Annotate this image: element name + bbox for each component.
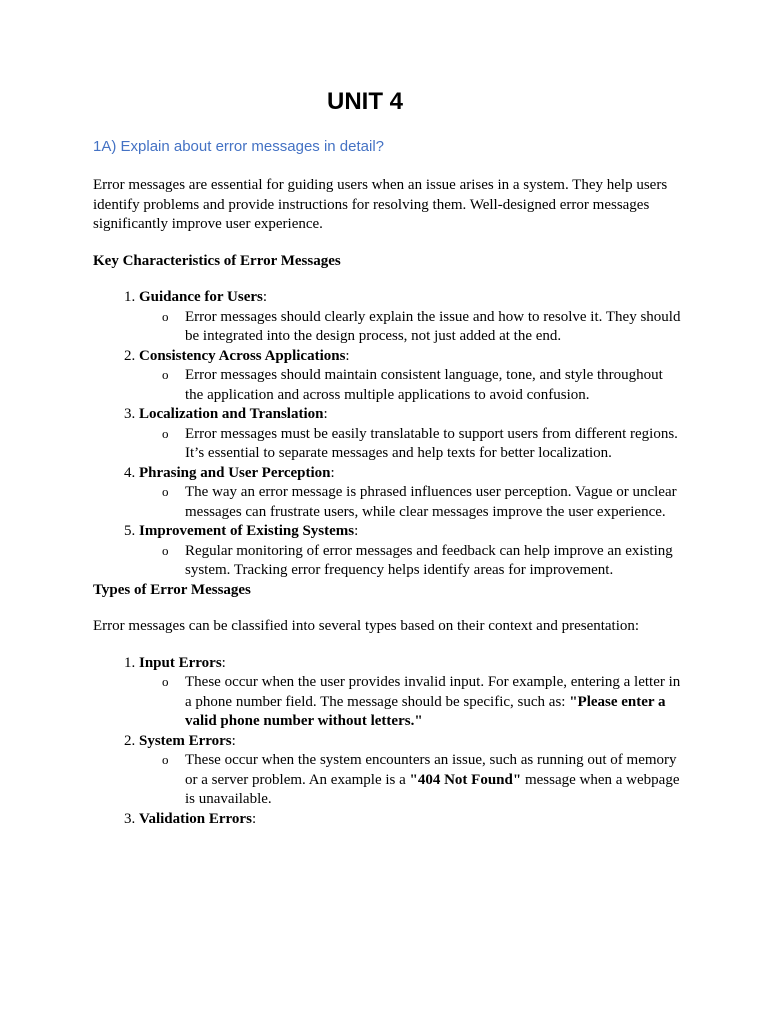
sub-item: o These occur when the system encounters an issue, such as running out of memory or a server problem. An example is a "404 Not Found" message when a webpage is unavailable. (185, 751, 683, 810)
sub-item: o Error messages should clearly explain the issue and how to resolve it. They should be integrated into the design process, not just added at the end. (185, 308, 683, 347)
item-title: Validation Errors (139, 810, 252, 827)
sub-item: o Regular monitoring of error messages and feedback can help improve an existing system. Tracking error frequency helps identify areas for improvement. (185, 542, 683, 581)
item-title: Localization and Translation (139, 406, 324, 422)
section-heading-key-characteristics: Key Characteristics of Error Messages (93, 252, 341, 269)
sub-item: o Error messages should maintain consistent language, tone, and style throughout the application and across multiple applications to avoid confusion. (185, 366, 683, 405)
key-characteristics-list (93, 288, 683, 581)
example-message: "404 Not Found" (409, 771, 522, 788)
document-body (93, 176, 683, 829)
page-title: UNIT 4 (326, 88, 403, 115)
error-types-list (93, 654, 683, 830)
question-heading: 1A) Explain about error messages in detail? (93, 138, 384, 155)
item-title: System Errors (139, 732, 232, 749)
sub-item: o The way an error message is phrased influences user perception. Vague or unclear messages can frustrate users, while clear messages improve the user experience. (185, 483, 683, 522)
list-item: 2. Consistency Across Applications: o Error messages should maintain consistent language, tone, and style throughout the application and across multiple applications to avoid confusion. (139, 347, 683, 406)
list-item: 3. Localization and Translation: o Error messages must be easily translatable to support users from different regions. It’s essential to separate messages and help texts for better localization. (139, 405, 683, 464)
item-title: Consistency Across Applications (139, 347, 346, 364)
list-item: 5. Improvement of Existing Systems: o Regular monitoring of error messages and feedback can help improve an existing system. Tracking error frequency helps identify areas for improvement. (139, 522, 683, 581)
list-item: 1. Guidance for Users: o Error messages should clearly explain the issue and how to resolve it. They should be integrated into the design process, not just added at the end. (139, 288, 683, 347)
intro-paragraph: Error messages are essential for guiding users when an issue arises in a system. They help users identify problems and provide instructions for resolving them. Well-designed error messages significantly improve user experience. (93, 177, 668, 232)
sub-item: o Error messages must be easily translatable to support users from different regions. It’s essential to separate messages and help texts for better localization. (185, 425, 683, 464)
item-title: Improvement of Existing Systems (139, 523, 355, 539)
list-item: 4. Phrasing and User Perception: o The way an error message is phrased influences user perception. Vague or unclear messages can frustrate users, while clear messages improve the user experience. (139, 464, 683, 523)
item-title: Guidance for Users (139, 289, 263, 305)
list-item: 2. System Errors: o These occur when the system encounters an issue, such as running out of memory or a server problem. An example is a "404 Not Found" message when a webpage is unavailable. (139, 732, 683, 810)
list-item: 3. Validation Errors: (139, 810, 683, 830)
list-item: 1. Input Errors: o These occur when the user provides invalid input. For example, entering a letter in a phone number field. The message should be specific, such as: "Please enter a valid phone number without letters." (139, 654, 683, 732)
section-heading-types: Types of Error Messages (93, 581, 251, 598)
item-title: Phrasing and User Perception (139, 464, 331, 481)
sub-item: o These occur when the user provides invalid input. For example, entering a letter in a phone number field. The message should be specific, such as: "Please enter a valid phone number without letters." (185, 673, 683, 732)
types-intro-paragraph: Error messages can be classified into several types based on their context and presentation: (93, 618, 640, 634)
example-message: "Please enter a valid phone number without letters." (185, 693, 666, 729)
item-title: Input Errors (139, 654, 222, 671)
